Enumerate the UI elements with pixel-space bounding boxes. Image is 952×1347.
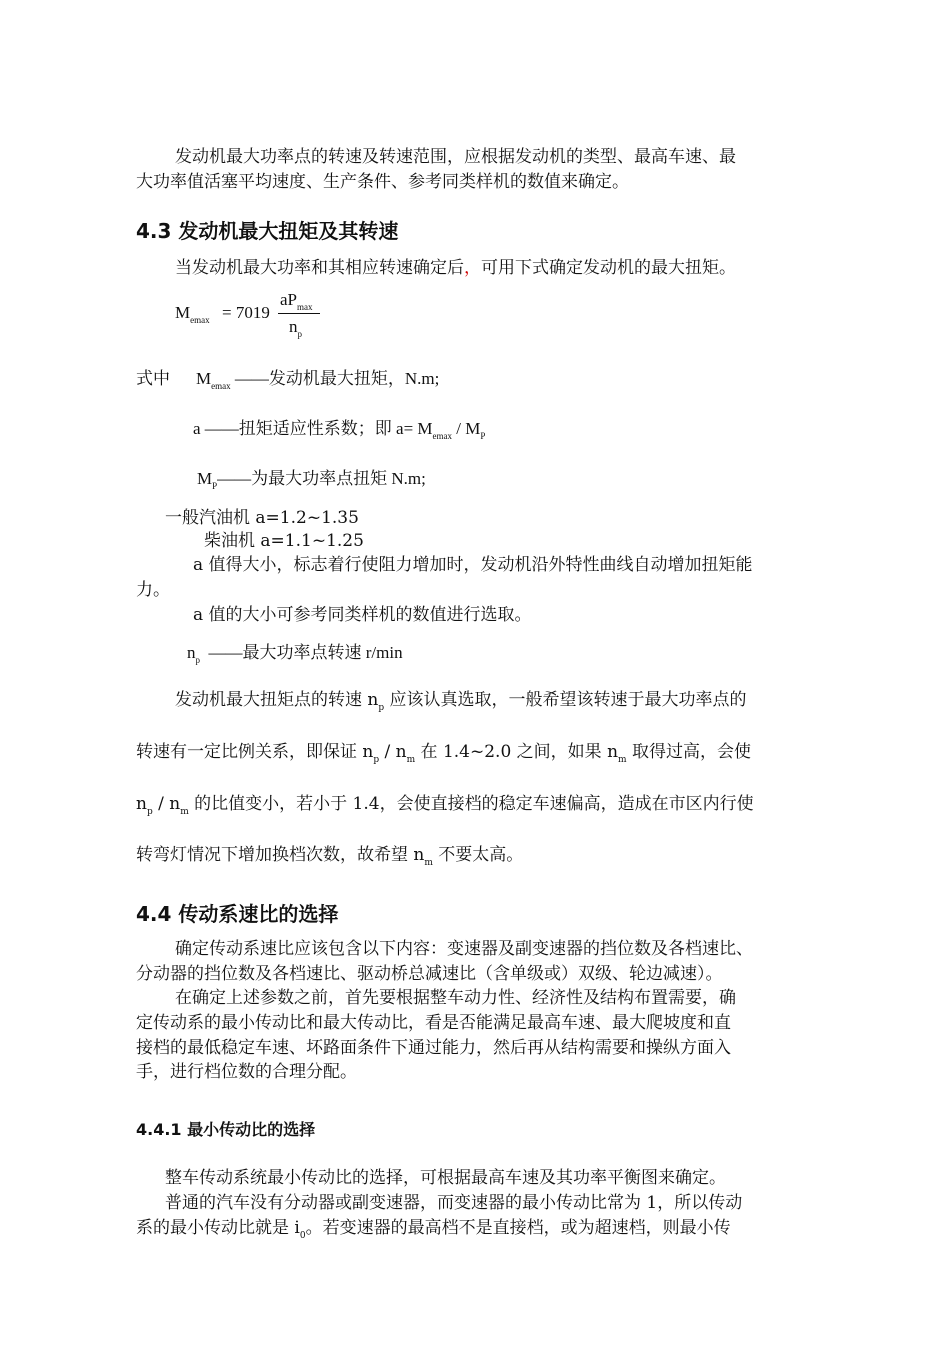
def-mp-sub: P: [212, 481, 218, 491]
torque-speed-line2-d: 取得过高，会使: [626, 742, 751, 762]
section-4-4-1-title: 4.4.1 最小传动比的选择: [136, 1120, 316, 1139]
a-desc-line1: a 值得大小，标志着行使阻力增加时，发动机沿外特性曲线自动增加扭矩能: [193, 555, 753, 575]
def-np-symbol: n: [187, 643, 196, 662]
section-4-4-1-p2-line1: 普通的汽车没有分动器或副变速器，而变速器的最小传动比常为 1，所以传动: [165, 1193, 743, 1213]
section-4-4-1-p1: 整车传动系统最小传动比的选择，可根据最高车速及其功率平衡图来确定。: [165, 1168, 726, 1188]
a-desc-line2: 力。: [136, 580, 170, 600]
section-4-4-title: 4.4 传动系速比的选择: [136, 902, 339, 926]
torque-speed-line1: [175, 688, 747, 715]
intro-text-before: 当发动机最大功率和其相应转速确定后: [175, 258, 464, 278]
torque-speed-line2-c: 在 1.4~2.0 之间，如果 n: [415, 742, 619, 762]
section-4-4-1-p2-line2-sub: 0: [299, 1231, 306, 1241]
torque-speed-line1-sub: p: [378, 703, 385, 713]
def-memax-symbol: M: [196, 369, 212, 388]
formula-numerator: [280, 290, 313, 310]
formula-lhs-sub: emax: [190, 315, 210, 325]
torque-speed-line3-sub2: m: [180, 807, 189, 817]
torque-speed-line3-c: 的比值变小，若小于 1.4，会使直接档的稳定车速偏高，造成在市区内行使: [188, 794, 754, 814]
diesel-range: 柴油机 a=1.1~1.25: [204, 531, 364, 551]
def-np-text: ——最大功率点转速 r/min: [208, 643, 403, 662]
formula-lhs: [175, 303, 210, 323]
torque-speed-line3-a: n: [136, 794, 147, 814]
torque-speed-line2: [136, 740, 751, 767]
torque-speed-line1-a: 发动机最大扭矩点的转速 n: [175, 690, 379, 710]
def-a-sub2: P: [480, 431, 486, 441]
torque-speed-line4-sub: m: [424, 858, 433, 868]
gasoline-range: 一般汽油机 a=1.2~1.35: [165, 508, 359, 528]
section-4-4-p2-line4: 手，进行档位数的合理分配。: [136, 1062, 357, 1082]
torque-speed-line4: [136, 843, 523, 870]
def-a: [193, 417, 485, 443]
torque-speed-line2-sub2: m: [406, 755, 416, 765]
section-4-4-1-p2-line2: [136, 1216, 731, 1243]
def-mp: [197, 467, 426, 493]
formula-num-sub: max: [297, 302, 313, 312]
torque-speed-line3: [136, 792, 754, 819]
torque-speed-line2-b: / n: [379, 742, 407, 762]
def-memax-text: ——发动机最大扭矩，N.m;: [234, 369, 440, 388]
torque-speed-line4-a: 转弯灯情况下增加换档次数，故希望 n: [136, 845, 425, 865]
def-memax-sub: emax: [211, 381, 231, 391]
para1-line1: 发动机最大功率点的转速及转速范围，应根据发动机的类型、最高车速、最: [175, 147, 736, 167]
def-a-slash: / M: [452, 419, 481, 438]
def-a-text: ——扭矩适应性系数；即 a= M: [204, 419, 433, 438]
def-a-sub: emax: [432, 431, 453, 441]
section-4-4-1-p2-line2-a: 系的最小传动比就是 i: [136, 1218, 300, 1238]
section-4-4-p2-line1: 在确定上述参数之前，首先要根据整车动力性、经济性及结构布置需要，确: [175, 988, 736, 1008]
def-mp-symbol: M: [197, 469, 213, 488]
def-np-sub: p: [195, 655, 200, 665]
def-mp-text: ——为最大功率点扭矩 N.m;: [217, 469, 426, 488]
section-4-4-p2-line3: 接档的最低稳定车速、坏路面条件下通过能力，然后再从结构需要和操纵方面入: [136, 1038, 731, 1058]
torque-speed-line2-sub1: p: [373, 755, 380, 765]
torque-speed-line2-a: 转速有一定比例关系，即保证 n: [136, 742, 374, 762]
def-a-symbol: a: [193, 419, 201, 438]
intro-red-comma: ，: [464, 258, 481, 278]
torque-speed-line4-b: 不要太高。: [432, 845, 524, 865]
section-4-4-p2-line2: 定传动系的最小传动比和最大传动比，看是否能满足最高车速、最大爬坡度和直: [136, 1013, 731, 1033]
torque-speed-line2-sub3: m: [618, 755, 627, 765]
def-memax: [196, 367, 439, 393]
torque-speed-line3-sub1: p: [146, 807, 153, 817]
intro-text-after: 可用下式确定发动机的最大扭矩。: [481, 258, 736, 278]
formula-denominator: [289, 317, 302, 337]
formula-lhs-symbol: M: [175, 303, 191, 322]
formula-num-symbol: aP: [280, 290, 297, 309]
a-choice: a 值的大小可参考同类样机的数值进行选取。: [193, 605, 532, 625]
section-4-4-p1-line1: 确定传动系速比应该包含以下内容：变速器及副变速器的挡位数及各档速比、: [175, 939, 753, 959]
para1-line2: 大功率值活塞平均速度、生产条件、参考同类样机的数值来确定。: [136, 172, 629, 192]
section-4-3-title: 4.3 发动机最大扭矩及其转速: [136, 219, 399, 243]
torque-speed-line1-b: 应该认真选取，一般希望该转速于最大功率点的: [384, 690, 747, 710]
section-4-3-intro: [175, 256, 736, 280]
where-label: 式中: [136, 369, 170, 389]
formula-den-symbol: n: [289, 317, 298, 336]
section-4-4-p1-line2: 分动器的挡位数及各档速比、驱动桥总减速比（含单级或）双级、轮边减速）。: [136, 964, 723, 984]
torque-speed-line3-b: / n: [152, 794, 181, 814]
formula-den-sub: p: [297, 329, 302, 339]
def-np: [187, 641, 403, 667]
section-4-4-1-p2-line2-b: 。若变速器的最高档不是直接档，或为超速档，则最小传: [305, 1218, 731, 1238]
formula-equals: = 7019: [222, 303, 270, 322]
formula-fraction-bar: [278, 313, 320, 314]
